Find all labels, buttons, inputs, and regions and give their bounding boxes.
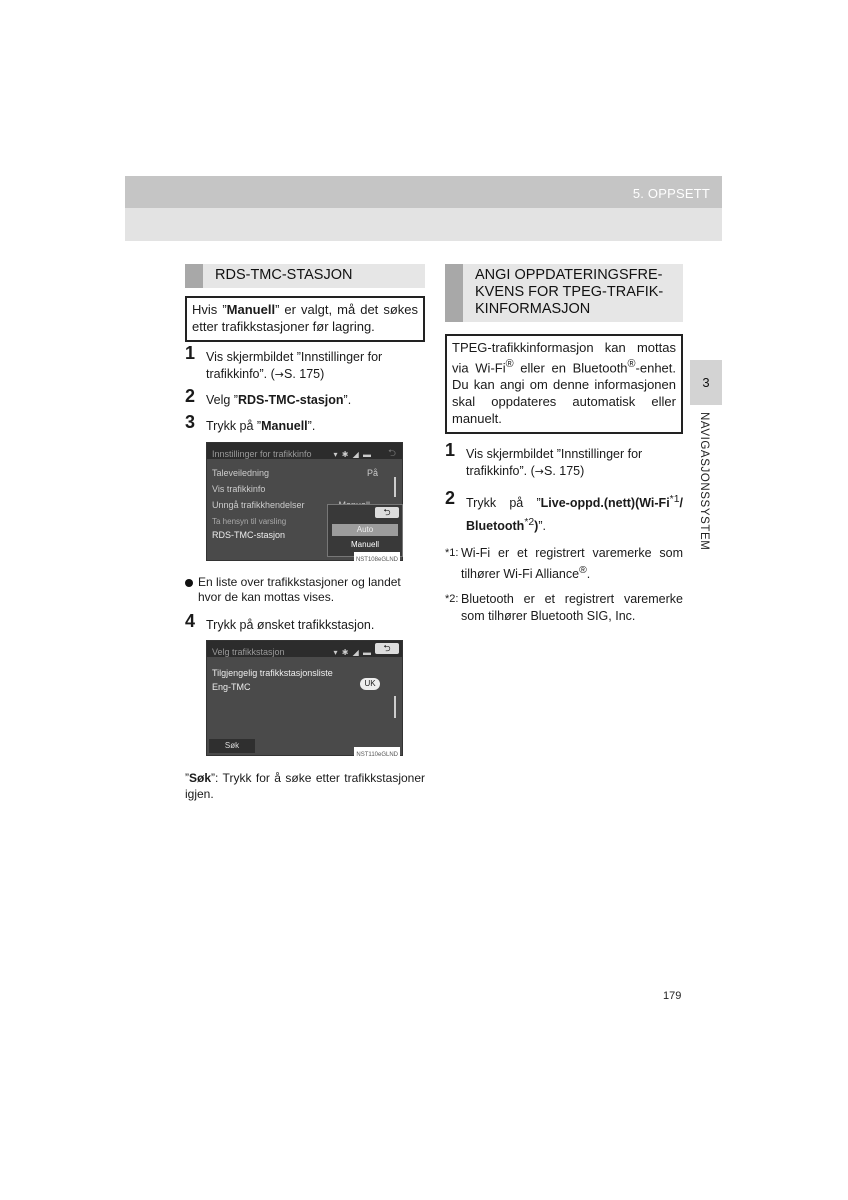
registered-mark: ® xyxy=(579,564,587,576)
step-number: 1 xyxy=(445,440,456,461)
right-note-box xyxy=(445,334,683,434)
left-column xyxy=(185,264,425,802)
heading-bar xyxy=(445,264,463,322)
footnote-mark: *2: xyxy=(445,592,459,605)
note-text: TPEG-trafikkinformasjon kan mottas via Wi-Fi xyxy=(452,340,676,376)
step-number: 2 xyxy=(445,488,456,509)
list-title xyxy=(212,665,392,679)
note-text: ”: Trykk for å søke etter trafikkstasjoner igjen. xyxy=(185,771,425,801)
step-1 xyxy=(185,343,425,383)
figure-code: NST110eGLND xyxy=(354,747,400,764)
right-heading xyxy=(445,264,683,322)
left-heading-text: RDS-TMC-STASJON xyxy=(215,267,353,283)
right-column xyxy=(445,264,683,625)
scrollbar[interactable] xyxy=(394,477,396,497)
scrollbar[interactable] xyxy=(394,696,396,718)
step-emph: Live-oppd.(nett)(Wi-Fi xyxy=(540,496,670,511)
arrow-icon: → xyxy=(534,465,544,479)
note-text: -enhet. Du kan angi om denne informasjonen skal oppdateres automatisk eller manuelt. xyxy=(452,360,677,427)
note-emph: Manuell xyxy=(226,302,276,317)
note-text: ” er valgt, må det søkes etter trafikkstasjoner før lagring. xyxy=(192,302,419,334)
step-emph: ) xyxy=(534,519,539,534)
search-button[interactable]: Søk xyxy=(209,739,255,753)
footnote-2 xyxy=(445,591,683,625)
status-icons: ▾ ✱ ◢ ▬ xyxy=(333,450,372,459)
step-number: 2 xyxy=(185,386,196,406)
screenshot-station-list xyxy=(206,640,403,756)
back-icon[interactable]: ⮌ xyxy=(387,448,396,459)
footnote-text: Bluetooth er et registrert varemerke som tilhører Bluetooth SIG, Inc. xyxy=(461,591,683,623)
page-number: 179 xyxy=(663,990,682,1002)
list-title-text: Tilgjengelig trafikkstasjonsliste xyxy=(212,668,333,678)
popup-menu xyxy=(327,504,403,557)
back-icon[interactable]: ⮌ xyxy=(375,507,399,518)
bullet-text: En liste over trafikkstasjoner og landet hvor de kan mottas vises. xyxy=(198,575,401,604)
row-label: Ta hensyn til varsling xyxy=(212,517,287,526)
step-text: Vis skjermbildet ”Innstillinger for trafikkinfo”. ( xyxy=(206,350,383,381)
step-ref: S. 175) xyxy=(283,367,325,381)
status-icons: ▾ ✱ ◢ ▬ xyxy=(333,648,372,657)
registered-mark: ® xyxy=(505,358,514,370)
right-heading-line: ANGI OPPDATERINGSFRE- xyxy=(475,267,663,283)
arrow-icon: → xyxy=(274,368,284,381)
screen-title: Velg trafikkstasjon xyxy=(212,647,285,657)
section-title: 5. OPPSETT xyxy=(632,186,710,201)
row-label: Taleveiledning xyxy=(212,468,270,478)
step-text: ”. xyxy=(307,419,316,433)
step-text: ”. xyxy=(538,519,546,534)
screen-row[interactable] xyxy=(212,465,392,479)
step-text: Trykk på ” xyxy=(466,496,541,511)
bullet-icon xyxy=(185,579,193,587)
row-label: RDS-TMC-stasjon xyxy=(212,530,286,540)
note-text: Hvis ” xyxy=(192,302,227,317)
registered-mark: ® xyxy=(627,358,636,370)
screen-titlebar xyxy=(207,443,402,459)
step-ref: S. 175) xyxy=(543,464,585,479)
footnote-text: . xyxy=(586,566,591,581)
screen-titlebar xyxy=(207,641,402,657)
header-band xyxy=(125,176,722,208)
step-number: 4 xyxy=(185,611,196,631)
footnote-mark: *1: xyxy=(445,546,459,559)
footnote-ref: *1 xyxy=(669,494,680,506)
step-number: 3 xyxy=(185,412,196,432)
figure-code: NST108eGLND xyxy=(354,552,400,569)
step-emph: RDS-TMC-stasjon xyxy=(237,393,344,407)
step-text: Velg ” xyxy=(206,393,238,407)
chapter-title: NAVIGASJONSSYSTEM xyxy=(698,412,710,551)
header-band-lower xyxy=(125,208,722,241)
step-text: ”. xyxy=(343,393,352,407)
bullet-note xyxy=(185,575,425,605)
footnote-1 xyxy=(445,545,683,583)
note-text: ” xyxy=(185,771,189,785)
step-number: 1 xyxy=(185,343,196,363)
step-emph: Manuell xyxy=(261,419,308,433)
row-value: På xyxy=(366,468,378,478)
note-emph: Søk xyxy=(189,771,212,785)
note-text: eller en Bluetooth xyxy=(513,360,628,376)
search-note xyxy=(185,770,425,802)
item-label: Eng-TMC xyxy=(212,682,251,692)
left-note-box xyxy=(185,296,425,342)
right-heading-line: KINFORMASJON xyxy=(475,301,591,317)
step-emph: / Bluetooth xyxy=(466,496,683,534)
heading-bar xyxy=(185,264,203,288)
step-3 xyxy=(185,412,425,435)
option-auto[interactable]: Auto xyxy=(332,524,398,536)
row-label: Vis trafikkinfo xyxy=(212,484,266,494)
step-2 xyxy=(445,490,683,536)
right-heading-line: KVENS FOR TPEG-TRAFIK- xyxy=(475,284,664,300)
left-heading xyxy=(185,264,425,288)
step-1 xyxy=(445,440,683,480)
row-label: Unngå trafikkhendelser xyxy=(212,500,305,510)
chapter-tab: 3 xyxy=(690,360,722,405)
step-text: Vis skjermbildet ”Innstillinger for trafikkinfo”. ( xyxy=(466,447,643,479)
step-text: Trykk på ønsket trafikkstasjon. xyxy=(206,618,375,632)
option-manual[interactable]: Manuell xyxy=(350,540,379,549)
screenshot-traffic-settings xyxy=(206,442,403,561)
screen-row[interactable] xyxy=(212,481,392,495)
step-2 xyxy=(185,386,425,409)
footnote-ref: *2 xyxy=(524,517,535,529)
screen-title: Innstillinger for trafikkinfo xyxy=(212,449,312,459)
step-4 xyxy=(185,611,425,634)
country-badge: UK xyxy=(360,678,380,690)
back-icon[interactable]: ⮌ xyxy=(375,643,399,654)
footnote-text: Wi-Fi er et registrert varemerke som tilhører Wi-Fi Alliance xyxy=(461,545,683,581)
step-text: Trykk på ” xyxy=(206,419,262,433)
